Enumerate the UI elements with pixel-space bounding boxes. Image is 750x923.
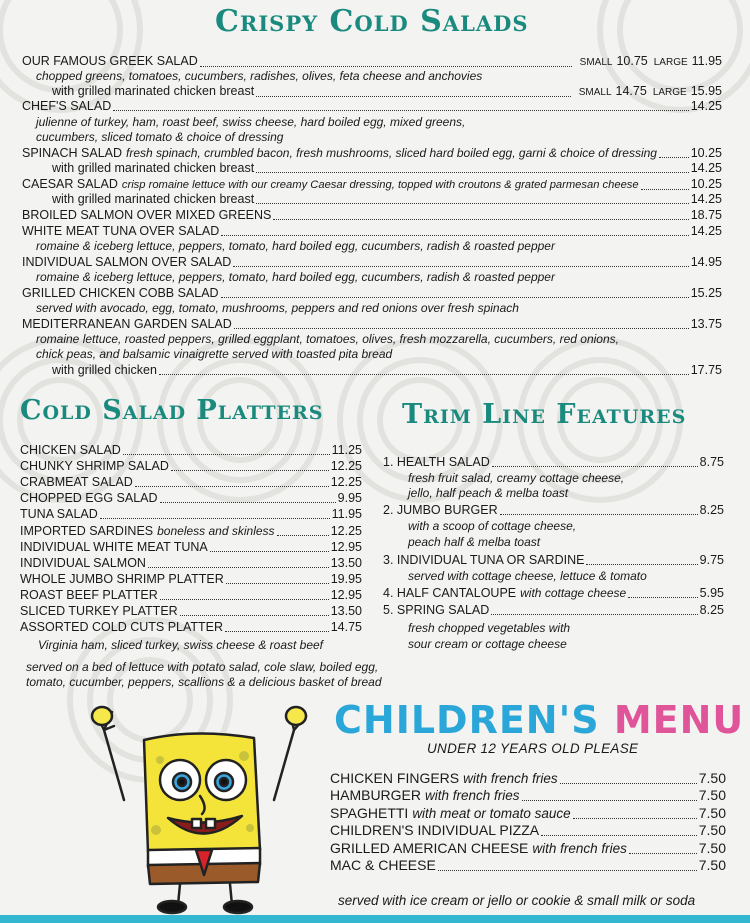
dot-leader [277, 534, 329, 536]
section-title-cold-salad-platters: Cold Salad Platters [20, 395, 324, 426]
item-price: 7.50 [698, 787, 726, 804]
item-name: CHICKEN SALAD [20, 443, 121, 457]
item-description: with meat or tomato sauce [412, 805, 571, 821]
menu-item-jumbo-burger: 2. JUMBO BURGER 8.25 [383, 503, 724, 517]
menu-item-caesar-with-chicken: with grilled marinated chicken breast 14.25 [52, 192, 722, 206]
item-name: HAMBURGER [330, 787, 422, 804]
menu-item-white-meat-tuna: WHITE MEAT TUNA OVER SALAD 14.25 [22, 224, 722, 238]
menu-item [20, 524, 362, 539]
dot-leader [171, 469, 329, 471]
dot-leader [541, 834, 697, 836]
item-description: cucumbers, sliced tomato & choice of dressing [36, 130, 284, 144]
item-price: 12.25 [330, 459, 362, 474]
item-description: served with avocado, egg, tomato, mushrooms, peppers and red onions over fresh spinach [36, 301, 519, 315]
dot-leader [210, 550, 329, 552]
menu-item [330, 787, 726, 804]
item-description: chick peas, and balsamic vinaigrette served with toasted pita bread [36, 347, 393, 361]
item-name: CHILDREN'S INDIVIDUAL PIZZA [330, 822, 540, 839]
item-name: IMPORTED SARDINES [20, 523, 154, 538]
dot-leader [100, 517, 330, 519]
menu-item [20, 507, 362, 522]
platters-footer: served on a bed of lettuce with potato salad, cole slaw, boiled egg, [26, 660, 379, 674]
item-name: INDIVIDUAL WHITE MEAT TUNA [20, 539, 208, 554]
item-name: GRILLED AMERICAN CHEESE [330, 839, 529, 856]
menu-item [20, 475, 362, 490]
dot-leader [522, 799, 697, 801]
item-price: 7.50 [698, 822, 726, 839]
item-description: peach half & melba toast [408, 535, 541, 549]
menu-item-broiled-salmon: BROILED SALMON OVER MIXED GREENS 18.75 [22, 208, 722, 222]
item-description: fresh chopped vegetables with [408, 621, 571, 635]
item-name: ROAST BEEF PLATTER [20, 587, 158, 602]
item-price: 13.50 [330, 555, 362, 570]
item-description: Virginia ham, sliced turkey, swiss cheese & roast beef [38, 638, 324, 652]
dot-leader [226, 582, 329, 584]
item-description: jello, half peach & melba toast [408, 486, 569, 500]
dot-leader [123, 453, 330, 455]
item-name: SLICED TURKEY PLATTER [20, 604, 178, 618]
dot-leader [160, 501, 336, 503]
item-name: ASSORTED COLD CUTS PLATTER [20, 620, 224, 635]
dot-leader [160, 598, 329, 600]
childrens-menu-subtitle: UNDER 12 YEARS OLD PLEASE [427, 741, 639, 756]
menu-item [330, 822, 726, 839]
menu-item [20, 443, 362, 458]
item-name: SPAGHETTI [330, 804, 409, 821]
section-title-crispy-cold-salads: Crispy Cold Salads [215, 4, 529, 39]
childrens-menu-footer: served with ice cream or jello or cookie & small milk or soda [338, 893, 696, 908]
item-price: 19.95 [330, 571, 362, 586]
menu-item-caesar-salad: CAESAR SALAD crisp romaine lettuce with our creamy Caesar dressing, topped with croutons & grated parmesan cheese 10.25 [22, 177, 722, 191]
item-name: CHOPPED EGG SALAD [20, 491, 158, 506]
item-price: 9.95 [337, 491, 362, 506]
item-price: 11.95 [331, 507, 362, 522]
cartoon-sponge-illustration [84, 700, 320, 915]
menu-item-greek-salad: OUR FAMOUS GREEK SALAD SMALL 10.75 LARGE 11.95 [22, 54, 722, 68]
item-description: julienne of turkey, ham, roast beef, swiss cheese, hard boiled egg, mixed greens, [36, 115, 466, 129]
item-price: 7.50 [698, 857, 726, 873]
item-name: CHUNKY SHRIMP SALAD [20, 459, 169, 474]
item-name: WHOLE JUMBO SHRIMP PLATTER [20, 571, 224, 586]
item-description: boneless and skinless [157, 523, 275, 538]
dot-leader [180, 614, 329, 616]
menu-item [20, 604, 362, 619]
bottom-bar [0, 915, 750, 923]
dot-leader [573, 817, 697, 819]
item-description: romaine & iceberg lettuce, peppers, tomato, hard boiled egg, cucumbers, radish & roasted pepper [36, 239, 555, 253]
menu-item [330, 857, 726, 874]
menu-item-individual-salmon: INDIVIDUAL SALMON OVER SALAD 14.95 [22, 255, 722, 269]
dot-leader [225, 630, 329, 632]
menu-item [20, 572, 362, 587]
dot-leader [148, 566, 329, 568]
item-price: 13.50 [330, 604, 362, 618]
menu-item-spinach-salad: SPINACH SALAD fresh spinach, crumbled bacon, fresh mushrooms, sliced hard boiled egg, garni & choice of dressing 10.25 [22, 146, 722, 160]
item-description: romaine & iceberg lettuce, peppers, tomato, hard boiled egg, cucumbers, radish & roasted pepper [36, 270, 555, 284]
item-name: MAC & CHEESE [330, 857, 436, 873]
item-name: CHICKEN FINGERS [330, 770, 460, 786]
item-description: with a scoop of cottage cheese, [408, 519, 577, 533]
item-name: INDIVIDUAL SALMON [20, 555, 146, 570]
section-title-trim-line-features: Trim Line Features [402, 399, 687, 430]
item-description: with french fries [463, 771, 558, 786]
menu-item [330, 840, 726, 857]
menu-item [20, 540, 362, 555]
section-title-childrens-menu: CHILDREN'S MENU [334, 698, 745, 742]
item-description: romaine lettuce, roasted peppers, grilled eggplant, tomatoes, olives, fresh mozzarella, cucumbers, red onions, [36, 332, 619, 346]
menu-item-greek-with-chicken: with grilled marinated chicken breast SMALL 14.75 LARGE 15.95 [52, 84, 722, 98]
menu-item [20, 620, 362, 635]
menu-item-chefs-salad: CHEF'S SALAD 14.25 [22, 99, 722, 113]
item-price: 11.25 [331, 443, 362, 457]
menu-item-spinach-with-chicken: with grilled marinated chicken breast 14.25 [52, 161, 722, 175]
dot-leader [629, 852, 697, 854]
item-price: 12.95 [330, 587, 362, 602]
menu-item [330, 770, 726, 787]
menu-item [20, 588, 362, 603]
menu-item [20, 556, 362, 571]
item-description: sour cream or cottage cheese [408, 637, 567, 651]
menu-item [330, 805, 726, 822]
item-description: served with cottage cheese, lettuce & tomato [408, 569, 647, 583]
menu-item [20, 491, 362, 506]
item-price: 14.75 [330, 620, 362, 635]
item-price: 7.50 [698, 804, 726, 821]
menu-item-health-salad: 1. HEALTH SALAD 8.75 [383, 455, 724, 469]
menu-item-tuna-or-sardine: 3. INDIVIDUAL TUNA OR SARDINE 9.75 [383, 553, 724, 567]
menu-item-mediterranean-salad: MEDITERRANEAN GARDEN SALAD 13.75 [22, 317, 722, 331]
item-name: TUNA SALAD [20, 507, 98, 522]
menu-item-cobb-salad: GRILLED CHICKEN COBB SALAD 15.25 [22, 286, 722, 300]
platters-footer: tomato, cucumber, peppers, scallions & a delicious basket of bread [26, 675, 382, 689]
menu-item-half-cantaloupe: 4. HALF CANTALOUPE with cottage cheese 5.95 [383, 586, 724, 600]
menu-item [20, 459, 362, 474]
dot-leader [438, 869, 697, 871]
item-description: with french fries [532, 840, 627, 856]
item-description: fresh fruit salad, creamy cottage cheese, [408, 471, 625, 485]
dot-leader [135, 485, 329, 487]
item-price: 12.25 [330, 475, 362, 490]
item-price: 7.50 [698, 839, 726, 856]
item-price: 12.25 [330, 523, 362, 538]
item-name: CRABMEAT SALAD [20, 475, 133, 490]
item-price: 7.50 [698, 770, 726, 786]
item-description: with french fries [425, 788, 520, 804]
item-description: chopped greens, tomatoes, cucumbers, radishes, olives, feta cheese and anchovies [36, 69, 483, 83]
item-price: 12.95 [330, 539, 362, 554]
menu-item-spring-salad: 5. SPRING SALAD 8.25 [383, 603, 724, 617]
dot-leader [560, 782, 697, 784]
menu-item-mediterranean-with-chicken: with grilled chicken 17.75 [52, 363, 722, 377]
